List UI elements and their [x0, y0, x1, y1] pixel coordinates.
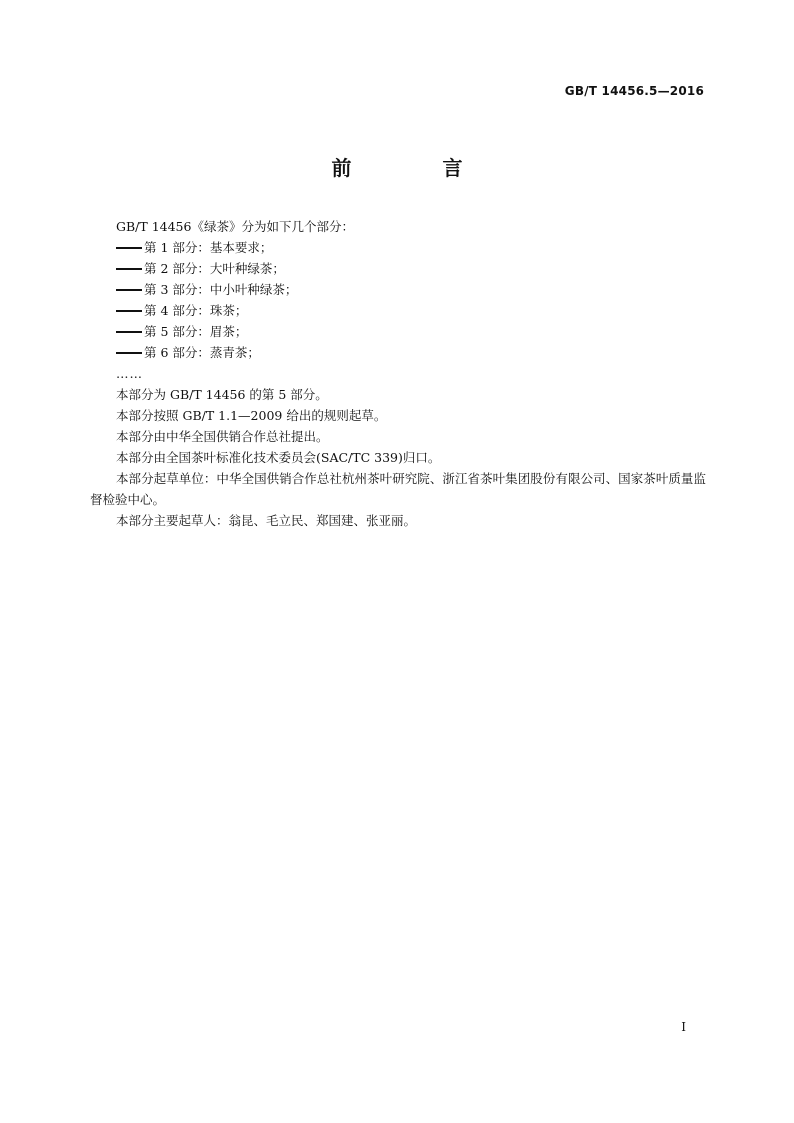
em-dash — [116, 268, 142, 270]
page-title: 前 言 — [331, 156, 505, 180]
list-item — [90, 237, 706, 258]
paragraph: 本部分由全国茶叶标准化技术委员会(SAC/TC 339)归口。 — [116, 450, 441, 465]
list-item — [90, 258, 706, 279]
paragraph: 本部分为 GB/T 14456 的第 5 部分。 — [116, 387, 328, 402]
em-dash — [116, 247, 142, 249]
list-item-text: 第 1 部分：基本要求； — [144, 240, 273, 255]
list-item — [90, 342, 706, 363]
paragraph: 本部分主要起草人：翁昆、毛立民、郑国建、张亚丽。 — [116, 513, 417, 528]
standard-number: GB/T 14456.5—2016 — [564, 84, 704, 98]
list-item-text: 第 6 部分：蒸青茶； — [144, 345, 260, 360]
paragraph: 本部分由中华全国供销合作总社提出。 — [116, 429, 329, 444]
list-item — [90, 321, 706, 342]
list-item-text: 第 5 部分：眉茶； — [144, 324, 248, 339]
list-item-text: 第 4 部分：珠茶； — [144, 303, 248, 318]
em-dash — [116, 331, 142, 333]
intro-paragraph: GB/T 14456《绿茶》分为如下几个部分： — [116, 219, 354, 234]
em-dash — [116, 289, 142, 291]
list-item-text: 第 2 部分：大叶种绿茶； — [144, 261, 285, 276]
ellipsis: …… — [116, 366, 143, 381]
list-item — [90, 279, 706, 300]
list-item — [90, 300, 706, 321]
paragraph: 本部分起草单位：中华全国供销合作总社杭州茶叶研究院、浙江省茶叶集团股份有限公司、国家茶叶质量监督检验中心。 — [90, 471, 706, 507]
em-dash — [116, 310, 142, 312]
foreword-body — [90, 216, 706, 531]
list-item-text: 第 3 部分：中小叶种绿茶； — [144, 282, 298, 297]
paragraph: 本部分按照 GB/T 1.1—2009 给出的规则起草。 — [116, 408, 387, 423]
em-dash — [116, 352, 142, 354]
page-number: I — [681, 1020, 686, 1034]
